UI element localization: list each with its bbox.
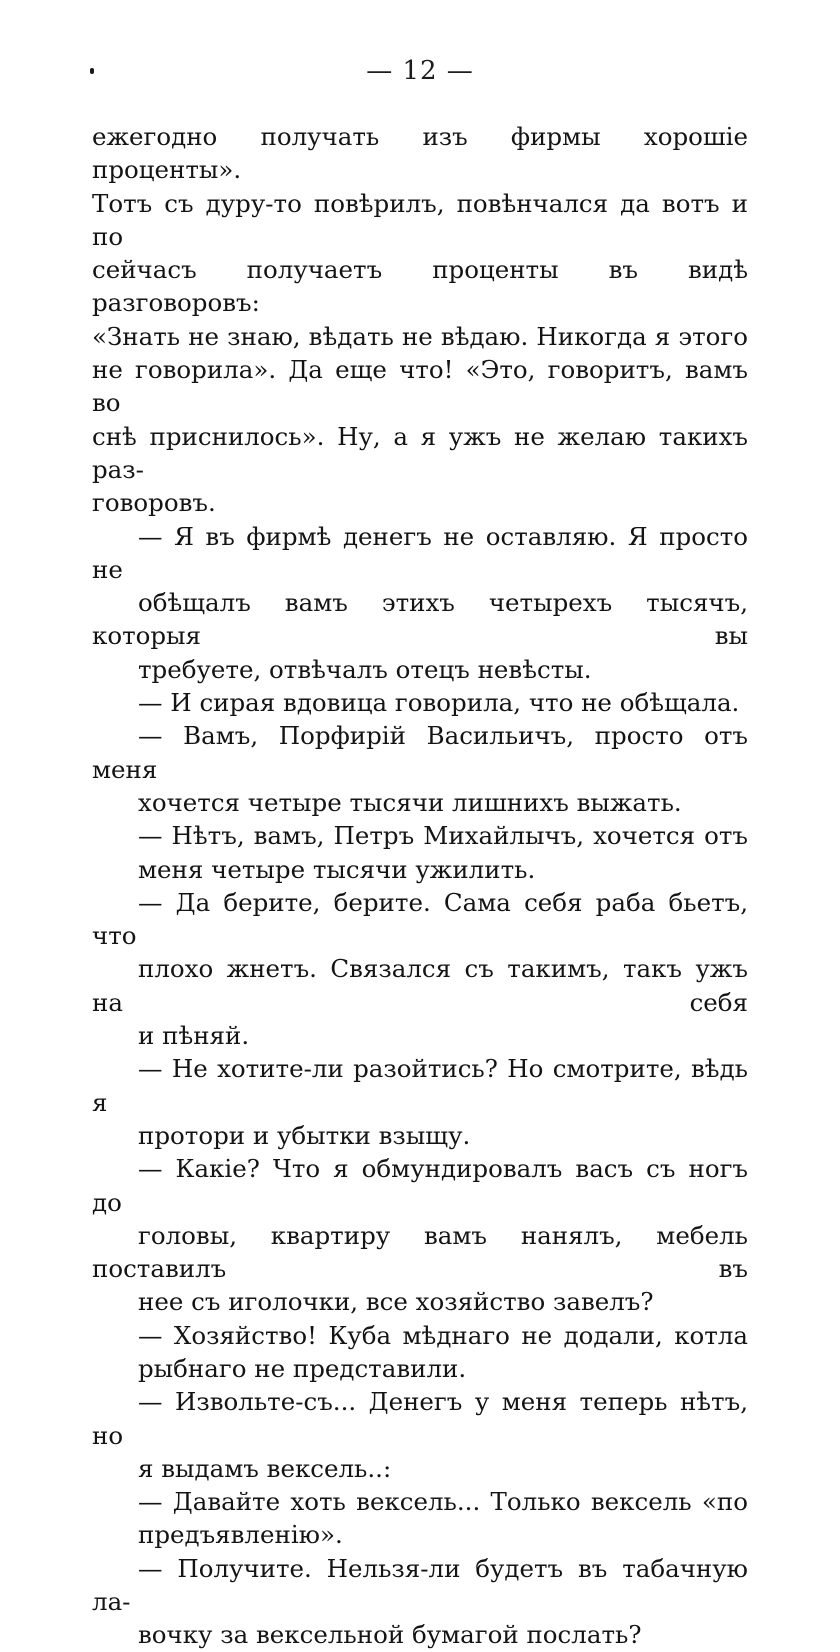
paragraph xyxy=(92,686,748,719)
text-line: — Нѣтъ, вамъ, Петръ Михайлычъ, хочется отъ xyxy=(138,821,748,851)
text-line: обѣщалъ вамъ этихъ четырехъ тысячъ, которыя вы xyxy=(92,588,748,651)
text-line: — Не хотите-ли разойтись? Но смотрите, вѣдь я xyxy=(92,1054,748,1117)
paragraph xyxy=(92,1485,748,1552)
text-line: — Извольте-съ... Денегъ у меня теперь нѣтъ, но xyxy=(92,1387,748,1450)
paragraph xyxy=(92,1385,748,1485)
text-line: — Хозяйство! Куба мѣднаго не додали, котла xyxy=(138,1320,748,1350)
text-line: рыбнаго не представили. xyxy=(138,1353,467,1383)
text-line: плохо жнетъ. Связался съ такимъ, такъ ужъ на себя xyxy=(92,954,748,1017)
page-number: — 12 — xyxy=(366,56,474,86)
paragraph xyxy=(92,819,748,886)
text-line: снѣ приснилось». Ну, а я ужъ не желаю такихъ раз- xyxy=(92,421,748,484)
text-line: протори и убытки взыщу. xyxy=(138,1120,471,1150)
text-line: — И сирая вдовица говорила, что не обѣщала. xyxy=(138,688,740,718)
text-line: — Я въ фирмѣ денегъ не оставляю. Я просто не xyxy=(92,521,748,584)
text-line: — Получите. Нельзя-ли будетъ въ табачную ла- xyxy=(92,1553,748,1617)
text-line: ежегодно получать изъ фирмы хорошіе проценты». xyxy=(92,122,748,185)
text-line: — Вамъ, Порфирій Васильичъ, просто отъ меня xyxy=(92,721,748,784)
text-line: и пѣняй. xyxy=(138,1021,250,1051)
text-line: требуете, отвѣчалъ отецъ невѣсты. xyxy=(138,654,592,684)
page-body xyxy=(92,120,748,1652)
text-line: сейчасъ получаетъ проценты въ видѣ разговоровъ: xyxy=(92,255,748,318)
paragraph xyxy=(92,120,748,520)
text-line: «Знать не знаю, вѣдать не вѣдаю. Никогда я этого xyxy=(92,321,748,351)
text-line: хочется четыре тысячи лишнихъ выжать. xyxy=(138,787,682,817)
text-line: предъявленію». xyxy=(138,1520,343,1550)
paragraph xyxy=(92,1052,748,1152)
paragraph xyxy=(92,719,748,819)
paragraph xyxy=(92,520,748,686)
text-line: нее съ иголочки, все хозяйство завелъ? xyxy=(138,1287,654,1317)
text-line: головы, квартиру вамъ нанялъ, мебель поставилъ въ xyxy=(92,1220,748,1284)
paragraph xyxy=(92,1319,748,1386)
text-line: — Давайте хоть вексель... Только вексель «по xyxy=(138,1487,748,1517)
text-line: говоровъ. xyxy=(92,488,216,518)
text-line: я выдамъ вексель..: xyxy=(138,1453,392,1483)
paragraph xyxy=(92,886,748,1052)
text-line: — Какіе? Что я обмундировалъ васъ съ ногъ до xyxy=(92,1154,748,1217)
paragraph xyxy=(92,1552,748,1652)
text-line: — Да берите, берите. Сама себя раба бьетъ, что xyxy=(92,887,748,951)
text-line: меня четыре тысячи ужилить. xyxy=(138,854,536,884)
text-line: вочку за вексельной бумагой послать? xyxy=(138,1620,642,1650)
paragraph xyxy=(92,1152,748,1318)
text-line: не говорила». Да еще что! «Это, говоритъ, вамъ во xyxy=(92,355,748,418)
text-line: Тотъ съ дуру-то повѣрилъ, повѣнчался да вотъ и по xyxy=(92,188,748,251)
